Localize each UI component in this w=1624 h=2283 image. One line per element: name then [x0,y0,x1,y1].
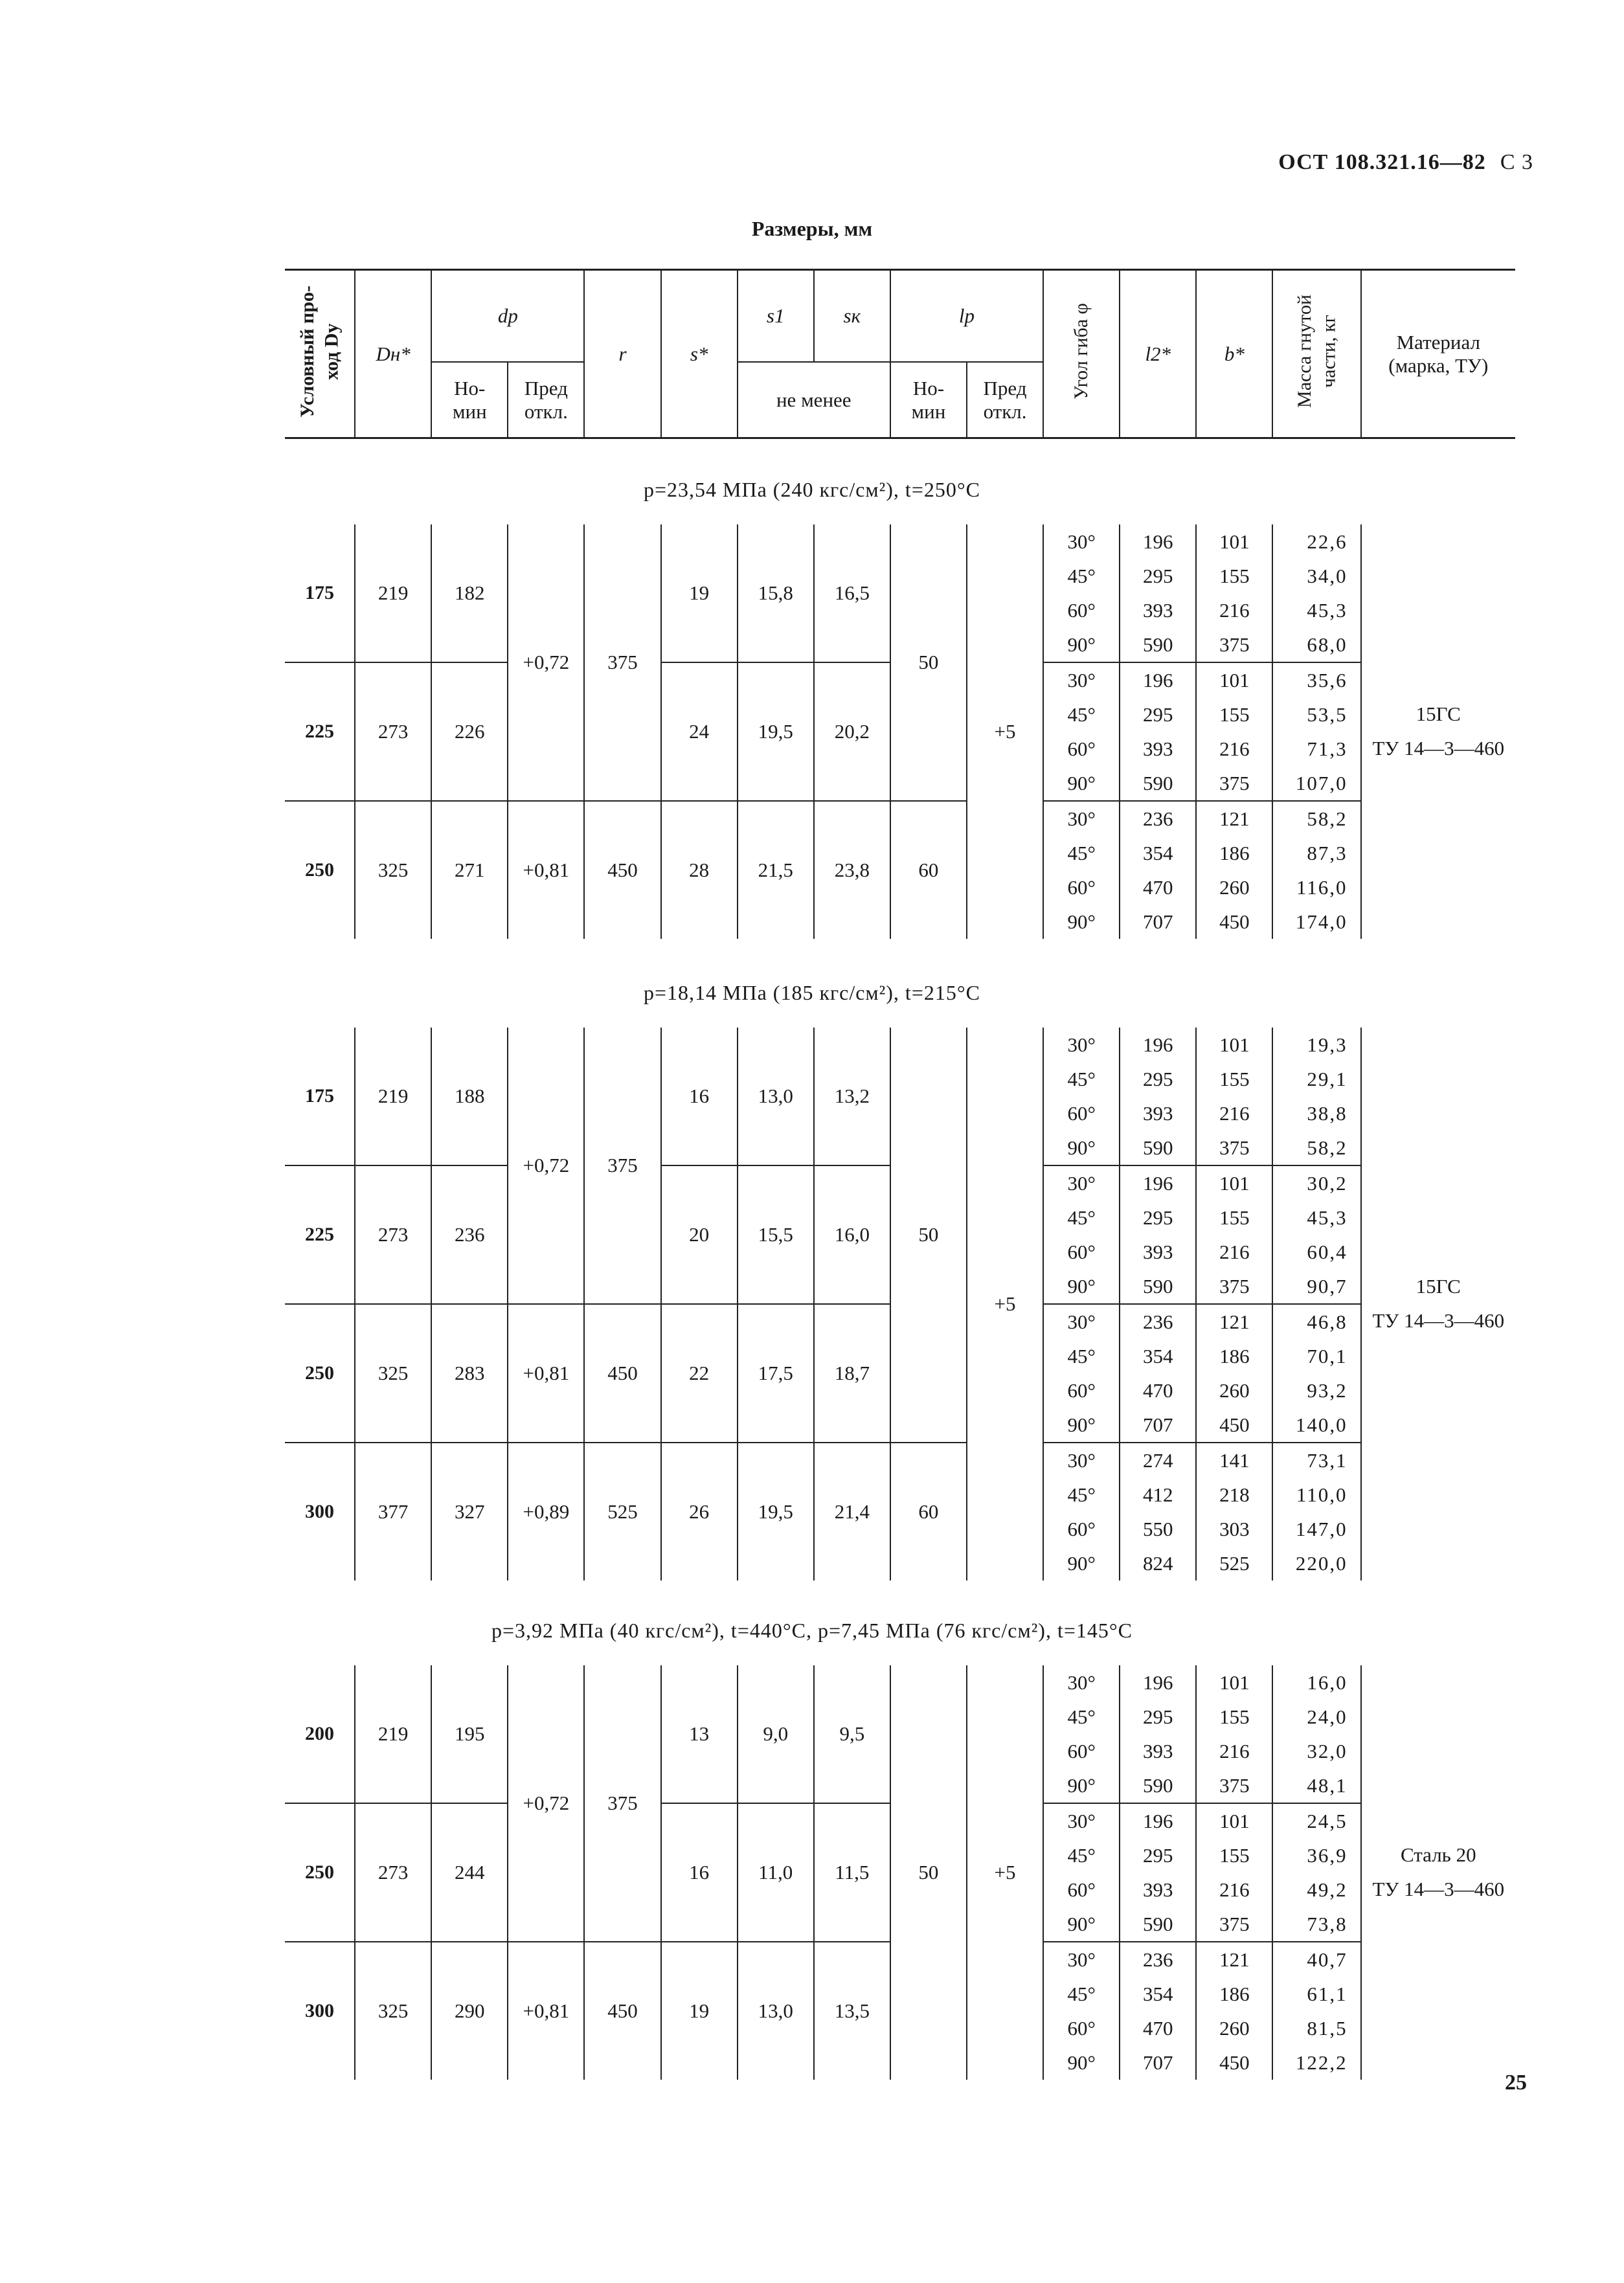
cell-angle: 90° [1043,1130,1120,1165]
cell-material [1361,1028,1515,1580]
cell-dy: 175 [305,582,335,603]
cell-r: 450 [584,1304,660,1443]
cell-s1: 19,5 [738,662,814,801]
col-lp-pred: Пред откл. [967,362,1043,438]
cell-r: 450 [584,1942,660,2080]
table-row [285,801,1515,836]
cell-r: 525 [584,1443,660,1580]
cell-angle: 45° [1043,697,1120,732]
page-number: 25 [1505,2071,1527,2095]
cell-s1: 17,5 [738,1304,814,1443]
cell-b: 101 [1196,1665,1272,1700]
cell-mass: 90,7 [1272,1269,1360,1304]
cell-angle: 30° [1043,1665,1120,1700]
cell-b: 101 [1196,1165,1272,1200]
cell-mass: 19,3 [1272,1028,1360,1062]
cell-l2: 590 [1120,1130,1196,1165]
cell-b: 216 [1196,1235,1272,1269]
cell-mass: 110,0 [1272,1478,1360,1512]
cell-mass: 61,1 [1272,1977,1360,2011]
col-b: b* [1196,270,1272,438]
cell-b: 216 [1196,593,1272,627]
cell-l2: 236 [1120,1942,1196,1977]
cell-mass: 70,1 [1272,1339,1360,1373]
material-spec: ТУ 14—3—460 [1372,737,1505,759]
cell-dn: 325 [355,1942,431,2080]
cell-angle: 45° [1043,1977,1120,2011]
cell-s: 19 [661,524,738,662]
material-grade: 15ГС [1415,1275,1461,1298]
cell-b: 375 [1196,1269,1272,1304]
table-header [285,269,1515,439]
cell-r: 375 [584,1028,660,1304]
col-not-less: не менее [738,362,890,438]
cell-mass: 30,2 [1272,1165,1360,1200]
cell-sk: 16,5 [814,524,890,662]
cell-dy: 175 [305,1085,335,1107]
cell-l2: 393 [1120,1096,1196,1130]
cell-dp: 327 [431,1443,508,1580]
cell-mass: 34,0 [1272,559,1360,593]
cell-angle: 30° [1043,1028,1120,1062]
cell-dy: 200 [305,1723,335,1744]
cell-b: 375 [1196,1907,1272,1942]
cell-sk: 11,5 [814,1803,890,1942]
cell-b: 141 [1196,1443,1272,1478]
cell-l2: 196 [1120,524,1196,559]
cell-b: 101 [1196,1028,1272,1062]
cell-mass: 35,6 [1272,662,1360,697]
cell-b: 155 [1196,559,1272,593]
cell-dp: 195 [431,1665,508,1803]
cell-angle: 60° [1043,1235,1120,1269]
cell-dp: 283 [431,1304,508,1443]
cell-mass: 36,9 [1272,1838,1360,1873]
cell-angle: 45° [1043,559,1120,593]
cell-b: 101 [1196,524,1272,559]
cell-b: 375 [1196,1130,1272,1165]
cell-dy: 300 [285,1942,355,2080]
cell-material [1361,524,1515,939]
cell-b: 525 [1196,1546,1272,1580]
cell-dn: 273 [355,1803,431,1942]
cell-b: 155 [1196,697,1272,732]
cell-l2: 590 [1120,1907,1196,1942]
cell-lp: 50 [890,1028,967,1443]
cell-dp: 226 [431,662,508,801]
cell-b: 155 [1196,1838,1272,1873]
cell-b: 216 [1196,732,1272,766]
cell-mass: 60,4 [1272,1235,1360,1269]
cell-mass: 45,3 [1272,593,1360,627]
cell-dp-tol: +0,72 [508,1028,584,1304]
cell-angle: 90° [1043,766,1120,801]
cell-angle: 30° [1043,1942,1120,1977]
cell-s: 19 [661,1942,738,2080]
cell-dp: 290 [431,1942,508,2080]
cell-l2: 354 [1120,836,1196,870]
col-s: s* [661,270,738,438]
table-title: Размеры, мм [751,217,873,240]
cell-angle: 45° [1043,1700,1120,1734]
cell-mass: 46,8 [1272,1304,1360,1339]
material-grade: Сталь 20 [1400,1843,1476,1867]
cell-mass: 107,0 [1272,766,1360,801]
group-condition: p=18,14 МПа (185 кгс/см²), t=215°С [643,981,980,1004]
cell-b: 216 [1196,1873,1272,1907]
col-dp: dр [431,270,584,363]
cell-dp-tol: +0,72 [508,1665,584,1942]
cell-mass: 48,1 [1272,1768,1360,1803]
cell-l2: 295 [1120,1700,1196,1734]
cell-l2: 393 [1120,732,1196,766]
cell-l2: 707 [1120,905,1196,939]
cell-angle: 90° [1043,1269,1120,1304]
cell-angle: 90° [1043,1768,1120,1803]
cell-dp: 236 [431,1165,508,1304]
cell-dn: 325 [355,1304,431,1443]
cell-angle: 90° [1043,2045,1120,2080]
cell-mass: 24,5 [1272,1803,1360,1838]
cell-l2: 470 [1120,2011,1196,2045]
col-material: Материал (марка, ТУ) [1361,270,1515,438]
cell-l2: 393 [1120,1734,1196,1768]
col-r: r [584,270,660,438]
cell-b: 375 [1196,1768,1272,1803]
cell-angle: 60° [1043,870,1120,905]
cell-l2: 707 [1120,1408,1196,1443]
cell-b: 375 [1196,627,1272,662]
cell-dp-tol: +0,89 [508,1443,584,1580]
cell-mass: 49,2 [1272,1873,1360,1907]
cell-l2: 412 [1120,1478,1196,1512]
cell-dp: 244 [431,1803,508,1942]
cell-r: 375 [584,524,660,801]
cell-l2: 295 [1120,697,1196,732]
col-dn: Dн* [355,270,431,438]
col-angle: Угол гиба φ [1043,270,1120,438]
cell-b: 155 [1196,1062,1272,1096]
cell-l2: 590 [1120,1269,1196,1304]
cell-dn: 273 [355,662,431,801]
cell-dn: 377 [355,1443,431,1580]
cell-angle: 30° [1043,524,1120,559]
cell-lp: 50 [890,1665,967,2080]
cell-mass: 93,2 [1272,1373,1360,1408]
cell-angle: 30° [1043,662,1120,697]
cell-mass: 38,8 [1272,1096,1360,1130]
cell-l2: 393 [1120,1235,1196,1269]
cell-l2: 236 [1120,1304,1196,1339]
data-group [285,1665,1515,2080]
cell-mass: 45,3 [1272,1200,1360,1235]
cell-angle: 45° [1043,1200,1120,1235]
cell-s: 13 [661,1665,738,1803]
cell-s1: 19,5 [738,1443,814,1580]
cell-mass: 87,3 [1272,836,1360,870]
cell-s: 26 [661,1443,738,1580]
col-dp-nomin: Но- мин [431,362,508,438]
cell-l2: 550 [1120,1512,1196,1546]
cell-dp-tol: +0,81 [508,1304,584,1443]
cell-angle: 60° [1043,2011,1120,2045]
page-label: С 3 [1500,150,1533,174]
cell-sk: 13,2 [814,1028,890,1165]
cell-angle: 90° [1043,1907,1120,1942]
cell-l2: 295 [1120,1062,1196,1096]
cell-s: 22 [661,1304,738,1443]
cell-angle: 60° [1043,1373,1120,1408]
cell-l2: 354 [1120,1339,1196,1373]
cell-l2: 295 [1120,559,1196,593]
cell-mass: 22,6 [1272,524,1360,559]
cell-l2: 196 [1120,1665,1196,1700]
cell-mass: 40,7 [1272,1942,1360,1977]
cell-b: 121 [1196,801,1272,836]
cell-angle: 60° [1043,1873,1120,1907]
cell-dn: 219 [355,1665,431,1803]
cell-sk: 18,7 [814,1304,890,1443]
data-group [285,524,1515,939]
col-mass: Масса гнутой части, кг [1272,270,1360,438]
cell-s: 16 [661,1028,738,1165]
col-dy: Условный про- ход Dу [297,285,343,418]
cell-l2: 590 [1120,1768,1196,1803]
cell-mass: 29,1 [1272,1062,1360,1096]
cell-s1: 11,0 [738,1803,814,1942]
col-l2: l2* [1120,270,1196,438]
cell-b: 186 [1196,1339,1272,1373]
cell-l2: 295 [1120,1200,1196,1235]
table-row [285,524,1515,559]
cell-l2: 295 [1120,1838,1196,1873]
cell-angle: 45° [1043,836,1120,870]
cell-b: 450 [1196,1408,1272,1443]
cell-dn: 219 [355,524,431,662]
cell-l2: 590 [1120,627,1196,662]
cell-l2: 470 [1120,1373,1196,1408]
document-code: ОСТ 108.321.16—82 С 3 [1278,150,1533,174]
cell-sk: 20,2 [814,662,890,801]
cell-s: 24 [661,662,738,801]
cell-angle: 60° [1043,1512,1120,1546]
cell-b: 186 [1196,836,1272,870]
cell-l2: 274 [1120,1443,1196,1478]
cell-s1: 9,0 [738,1665,814,1803]
cell-b: 101 [1196,662,1272,697]
cell-angle: 45° [1043,1838,1120,1873]
cell-dp: 188 [431,1028,508,1165]
cell-r: 450 [584,801,660,939]
cell-mass: 58,2 [1272,801,1360,836]
cell-b: 155 [1196,1700,1272,1734]
cell-l2: 393 [1120,593,1196,627]
cell-l2: 590 [1120,766,1196,801]
cell-mass: 16,0 [1272,1665,1360,1700]
col-sk: sк [814,270,890,363]
cell-l2: 354 [1120,1977,1196,2011]
cell-b: 121 [1196,1942,1272,1977]
cell-mass: 81,5 [1272,2011,1360,2045]
cell-b: 260 [1196,2011,1272,2045]
cell-l2: 470 [1120,870,1196,905]
group-condition: p=23,54 МПа (240 кгс/см²), t=250°С [643,478,980,501]
cell-s1: 13,0 [738,1942,814,2080]
cell-b: 260 [1196,1373,1272,1408]
cell-mass: 174,0 [1272,905,1360,939]
cell-b: 101 [1196,1803,1272,1838]
cell-b: 260 [1196,870,1272,905]
cell-angle: 60° [1043,1096,1120,1130]
cell-lp: 60 [890,801,967,939]
cell-mass: 24,0 [1272,1700,1360,1734]
cell-dy: 250 [285,1803,355,1942]
cell-lp: 50 [890,524,967,801]
cell-mass: 140,0 [1272,1408,1360,1443]
cell-dp: 182 [431,524,508,662]
cell-angle: 90° [1043,627,1120,662]
cell-dy: 250 [285,1304,355,1443]
cell-l2: 196 [1120,1165,1196,1200]
cell-b: 450 [1196,2045,1272,2080]
cell-mass: 71,3 [1272,732,1360,766]
cell-lp: 60 [890,1443,967,1580]
cell-b: 216 [1196,1096,1272,1130]
cell-lp-tol: +5 [967,1028,1043,1580]
data-group [285,1028,1515,1580]
material-spec: ТУ 14—3—460 [1372,1878,1505,1900]
cell-mass: 73,8 [1272,1907,1360,1942]
cell-mass: 116,0 [1272,870,1360,905]
cell-l2: 824 [1120,1546,1196,1580]
cell-dy: 225 [285,662,355,801]
cell-angle: 90° [1043,1546,1120,1580]
cell-dp-tol: +0,81 [508,801,584,939]
cell-dn: 273 [355,1165,431,1304]
col-lp: lр [890,270,1043,363]
cell-dn: 325 [355,801,431,939]
cell-dy: 225 [285,1165,355,1304]
cell-angle: 45° [1043,1478,1120,1512]
cell-b: 218 [1196,1478,1272,1512]
cell-angle: 60° [1043,732,1120,766]
cell-angle: 90° [1043,1408,1120,1443]
cell-lp-tol: +5 [967,524,1043,939]
cell-b: 155 [1196,1200,1272,1235]
cell-material [1361,1665,1515,2080]
cell-angle: 60° [1043,1734,1120,1768]
cell-r: 375 [584,1665,660,1942]
table-row [285,1665,1515,1700]
cell-dy: 300 [285,1443,355,1580]
cell-l2: 393 [1120,1873,1196,1907]
cell-s1: 21,5 [738,801,814,939]
cell-sk: 21,4 [814,1443,890,1580]
cell-mass: 73,1 [1272,1443,1360,1478]
cell-angle: 30° [1043,1165,1120,1200]
cell-b: 303 [1196,1512,1272,1546]
cell-b: 121 [1196,1304,1272,1339]
group-condition: p=3,92 МПа (40 кгс/см²), t=440°С, p=7,45 МПа (76 кгс/см²), t=145°С [491,1619,1133,1642]
cell-sk: 23,8 [814,801,890,939]
cell-mass: 68,0 [1272,627,1360,662]
cell-sk: 16,0 [814,1165,890,1304]
cell-s1: 13,0 [738,1028,814,1165]
cell-l2: 707 [1120,2045,1196,2080]
cell-angle: 30° [1043,1304,1120,1339]
cell-l2: 236 [1120,801,1196,836]
table-row [285,1028,1515,1062]
table-row [285,1443,1515,1478]
cell-lp-tol: +5 [967,1665,1043,2080]
cell-b: 375 [1196,766,1272,801]
col-s1: s1 [738,270,814,363]
cell-angle: 30° [1043,1443,1120,1478]
cell-mass: 53,5 [1272,697,1360,732]
cell-mass: 220,0 [1272,1546,1360,1580]
cell-mass: 147,0 [1272,1512,1360,1546]
cell-angle: 90° [1043,905,1120,939]
cell-angle: 45° [1043,1339,1120,1373]
cell-s: 16 [661,1803,738,1942]
material-spec: ТУ 14—3—460 [1372,1309,1505,1332]
cell-dp: 271 [431,801,508,939]
cell-dp-tol: +0,72 [508,524,584,801]
col-lp-nomin: Но- мин [890,362,967,438]
cell-angle: 60° [1043,593,1120,627]
cell-s1: 15,5 [738,1165,814,1304]
cell-mass: 122,2 [1272,2045,1360,2080]
material-grade: 15ГС [1415,703,1461,726]
cell-l2: 196 [1120,1803,1196,1838]
cell-b: 216 [1196,1734,1272,1768]
cell-dy: 250 [285,801,355,939]
cell-s1: 15,8 [738,524,814,662]
cell-s: 28 [661,801,738,939]
cell-sk: 13,5 [814,1942,890,2080]
cell-b: 450 [1196,905,1272,939]
cell-mass: 58,2 [1272,1130,1360,1165]
cell-angle: 30° [1043,801,1120,836]
col-dp-pred: Пред откл. [508,362,584,438]
cell-l2: 196 [1120,1028,1196,1062]
cell-b: 186 [1196,1977,1272,2011]
cell-angle: 45° [1043,1062,1120,1096]
cell-l2: 196 [1120,662,1196,697]
cell-dn: 219 [355,1028,431,1165]
cell-angle: 30° [1043,1803,1120,1838]
cell-sk: 9,5 [814,1665,890,1803]
cell-dp-tol: +0,81 [508,1942,584,2080]
cell-s: 20 [661,1165,738,1304]
cell-mass: 32,0 [1272,1734,1360,1768]
